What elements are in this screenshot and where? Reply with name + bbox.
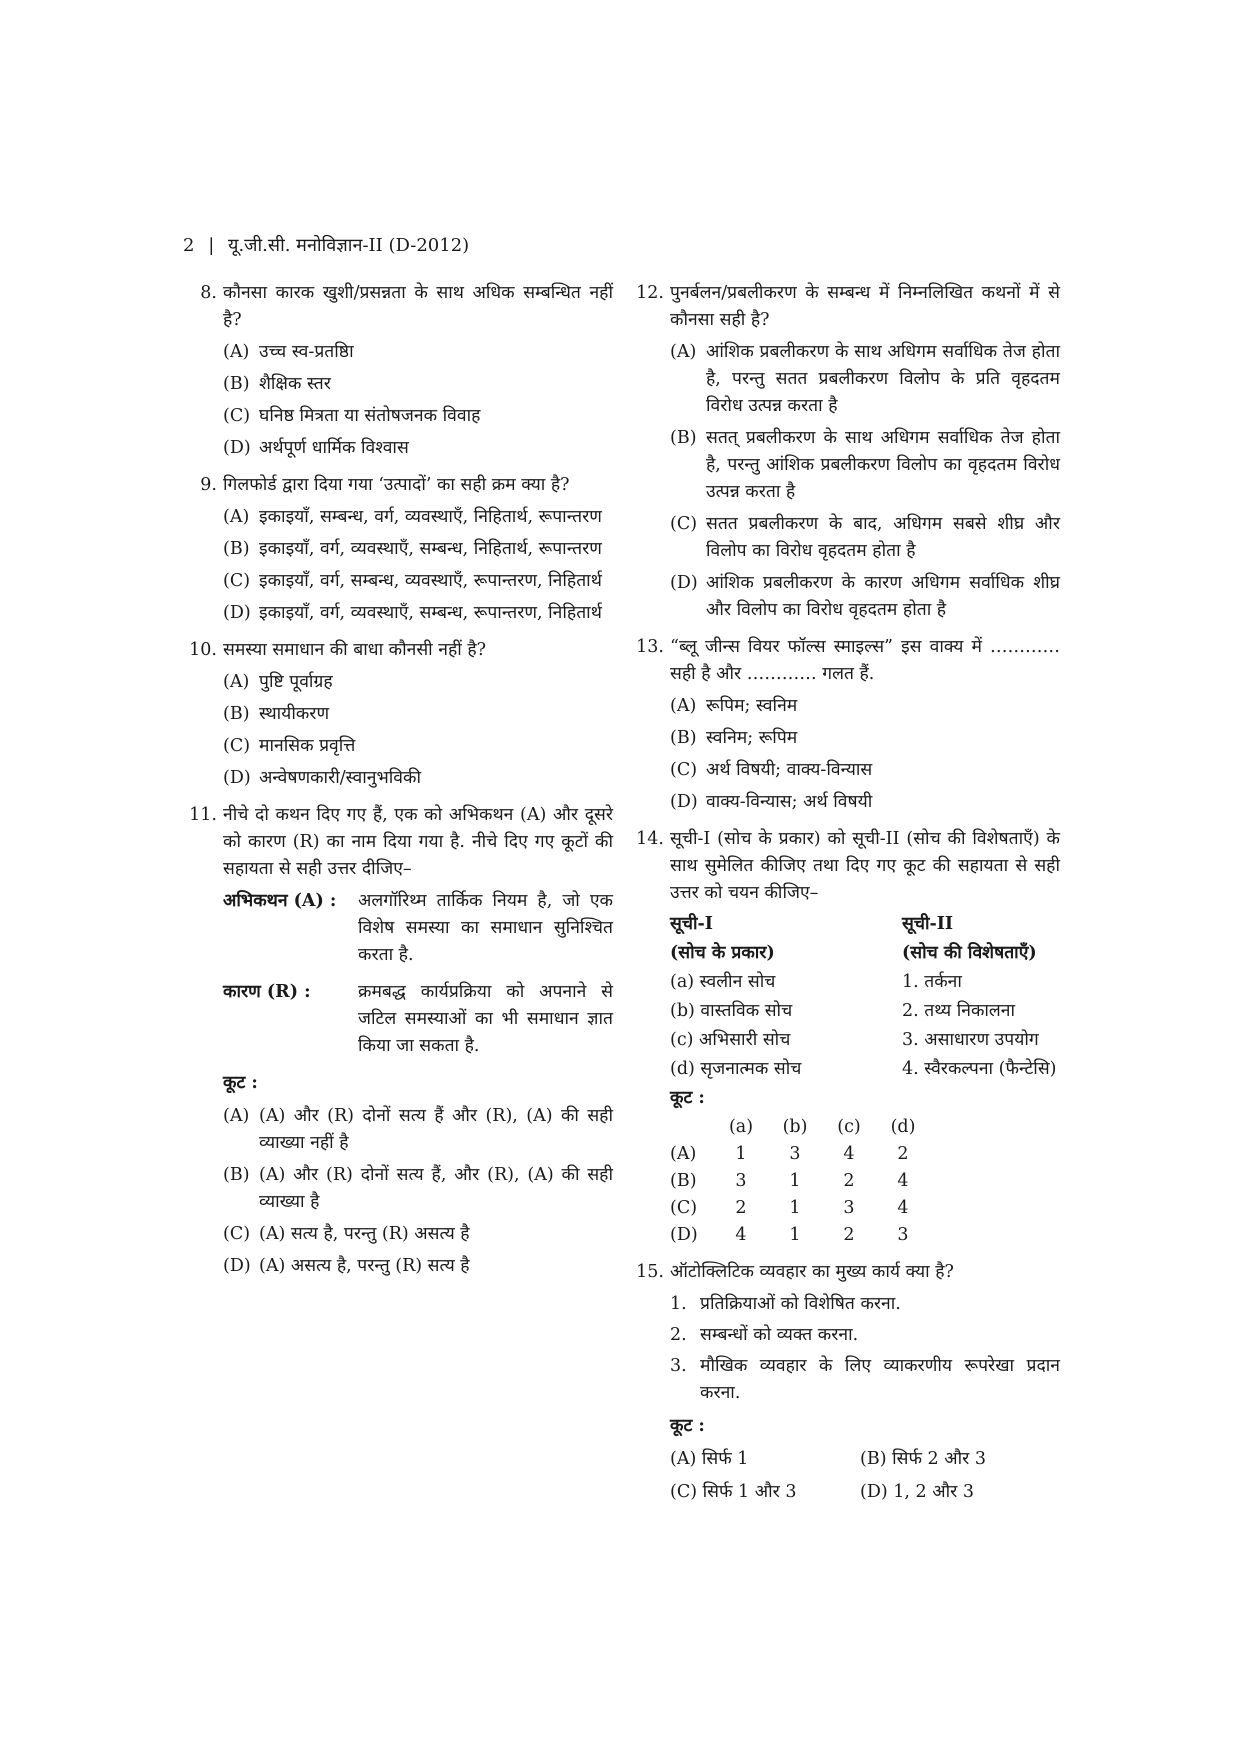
question-number: 11. (189, 805, 217, 825)
option-d: (D) अन्वेषणकारी/स्वानुभविकी (223, 768, 421, 788)
header-separator: | (208, 235, 215, 256)
left-column (183, 280, 613, 1290)
codes-label: कूट : (223, 1073, 258, 1093)
code-header: (d) (890, 1117, 916, 1137)
option-a: (A) आंशिक प्रबलीकरण के साथ अधिगम सर्वाधिक तेज होता है, परन्तु सतत प्रबलीकरण विलोप के प्रति वृहदतम विरोध उत्पन्न करता है (670, 342, 1060, 416)
list1-item: (a) स्वलीन सोच (670, 972, 776, 992)
question-15 (630, 1259, 1060, 1506)
question-number: 9. (200, 475, 217, 495)
option-d: (D) अर्थपूर्ण धार्मिक विश्वास (223, 438, 409, 458)
option-a: (A) रूपिम; स्वनिम (670, 696, 798, 716)
code-cell: 3 (789, 1144, 801, 1164)
code-cell: 3 (735, 1171, 747, 1191)
question-text: समस्या समाधान की बाधा कौनसी नहीं है? (223, 640, 487, 660)
reason-label: कारण (R) : (223, 982, 311, 1002)
code-cell: 2 (897, 1144, 909, 1164)
question-text: नीचे दो कथन दिए गए हैं, एक को अभिकथन (A) और दूसरे को कारण (R) का नाम दिया गया है. नीचे दिए गए कूटों की सहायता से सही उत्तर दीजिए– (223, 805, 613, 879)
code-cell: 2 (735, 1198, 747, 1218)
question-11 (183, 802, 613, 1280)
code-row-label: (B) (670, 1171, 697, 1191)
question-10 (183, 637, 613, 792)
option-c: (C) मानसिक प्रवृत्ति (223, 736, 356, 756)
list1-item: (b) वास्तविक सोच (670, 1001, 793, 1021)
option-d: (D) आंशिक प्रबलीकरण के कारण अधिगम सर्वाधिक शीघ्र और विलोप का विरोध वृहदतम होता है (670, 573, 1060, 620)
question-number: 8. (200, 283, 217, 303)
option-a: (A) इकाइयाँ, सम्बन्ध, वर्ग, व्यवस्थाएँ, निहितार्थ, रूपान्तरण (223, 507, 602, 527)
list2-item: 2. तथ्य निकालना (902, 1001, 1016, 1021)
options-grid (670, 1446, 1060, 1506)
option-d: (D) (A) असत्य है, परन्तु (R) सत्य है (223, 1256, 470, 1276)
statement-3: 3. मौखिक व्यवहार के लिए व्याकरणीय रूपरेखा प्रदान करना. (670, 1356, 1060, 1403)
code-header: (b) (782, 1117, 808, 1137)
list2-item: 3. असाधारण उपयोग (902, 1030, 1039, 1050)
question-13 (630, 634, 1060, 816)
code-cell: 4 (897, 1171, 909, 1191)
statement-2: 2. सम्बन्धों को व्यक्त करना. (670, 1325, 859, 1345)
code-cell: 1 (789, 1171, 801, 1191)
codes-table (670, 1114, 1060, 1249)
code-header: (a) (728, 1117, 754, 1137)
question-text: सूची-I (सोच के प्रकार) को सूची-II (सोच की विशेषताएँ) के साथ सुमेलित कीजिए तथा दिए गए कूट की सहायता से सही उत्तर को चयन कीजिए– (670, 829, 1060, 903)
list2-subtitle: (सोच की विशेषताएँ) (902, 943, 1037, 963)
question-number: 12. (636, 283, 664, 303)
codes-label: कूट : (670, 1088, 705, 1108)
code-row-label: (A) (670, 1144, 697, 1164)
code-cell: 2 (843, 1171, 855, 1191)
right-column (630, 280, 1060, 1516)
option-a: (A) सिर्फ 1 (670, 1449, 749, 1469)
list1-title: सूची-I (670, 914, 713, 934)
assertion (223, 888, 613, 969)
list2-item: 1. तर्कना (902, 972, 962, 992)
option-b: (B) सिर्फ 2 और 3 (860, 1449, 986, 1469)
question-14 (630, 826, 1060, 1249)
code-header: (c) (837, 1117, 861, 1137)
question-number: 10. (189, 640, 217, 660)
code-cell: 4 (735, 1225, 747, 1245)
question-number: 15. (636, 1262, 664, 1282)
option-a: (A) (A) और (R) दोनों सत्य हैं और (R), (A) की सही व्याख्या नहीं है (223, 1106, 613, 1153)
option-a: (A) पुष्टि पूर्वाग्रह (223, 672, 333, 692)
question-12 (630, 280, 1060, 624)
list2-title: सूची-II (902, 914, 954, 934)
assertion-label: अभिकथन (A) : (223, 891, 337, 911)
page-header (183, 232, 469, 259)
question-number: 13. (636, 637, 664, 657)
option-a: (A) उच्च स्व-प्रतष्ठिा (223, 342, 354, 362)
option-c: (C) (A) सत्य है, परन्तु (R) असत्य है (223, 1224, 470, 1244)
option-c: (C) घनिष्ठ मित्रता या संतोषजनक विवाह (223, 406, 481, 426)
match-lists (670, 911, 1060, 1083)
codes-label: कूट : (670, 1416, 705, 1436)
option-c: (C) सिर्फ 1 और 3 (670, 1482, 797, 1502)
option-c: (C) सतत प्रबलीकरण के बाद, अधिगम सबसे शीघ्र और विलोप का विरोध वृहदतम होता है (670, 514, 1060, 561)
question-text: गिलफोर्ड द्वारा दिया गया ‘उत्पादों’ का सही क्रम क्या है? (223, 475, 570, 495)
code-cell: 2 (843, 1225, 855, 1245)
list1-subtitle: (सोच के प्रकार) (670, 943, 775, 963)
question-text: “ब्लू जीन्स वियर फॉल्स स्माइल्स” इस वाक्य में ………… सही है और ………… गलत हैं. (670, 637, 1060, 684)
question-9 (183, 472, 613, 627)
code-cell: 1 (789, 1225, 801, 1245)
paper-title: यू.जी.सी. मनोविज्ञान-II (D-2012) (228, 235, 470, 256)
code-cell: 4 (843, 1144, 855, 1164)
code-cell: 1 (789, 1198, 801, 1218)
option-d: (D) 1, 2 और 3 (860, 1482, 974, 1502)
code-cell: 4 (897, 1198, 909, 1218)
code-cell: 3 (843, 1198, 855, 1218)
assertion-text: अलगॉरिथ्म तार्किक नियम है, जो एक विशेष समस्या का समाधान सुनिश्चित करता है. (358, 891, 613, 965)
option-d: (D) इकाइयाँ, वर्ग, व्यवस्थाएँ, सम्बन्ध, रूपान्तरण, निहितार्थ (223, 603, 602, 623)
statement-1: 1. प्रतिक्रियाओं को विशेषित करना. (670, 1294, 901, 1314)
option-b: (B) स्वनिम; रूपिम (670, 728, 798, 748)
code-cell: 3 (897, 1225, 909, 1245)
option-b: (B) शैक्षिक स्तर (223, 374, 331, 394)
option-b: (B) इकाइयाँ, वर्ग, व्यवस्थाएँ, सम्बन्ध, निहितार्थ, रूपान्तरण (223, 539, 602, 559)
reason (223, 979, 613, 1060)
option-c: (C) इकाइयाँ, वर्ग, सम्बन्ध, व्यवस्थाएँ, रूपान्तरण, निहितार्थ (223, 571, 602, 591)
question-text: ऑटोक्लिटिक व्यवहार का मुख्य कार्य क्या है? (670, 1262, 954, 1282)
option-b: (B) (A) और (R) दोनों सत्य हैं, और (R), (A) की सही व्याख्या है (223, 1165, 613, 1212)
option-b: (B) स्थायीकरण (223, 704, 330, 724)
list1-item: (c) अभिसारी सोच (670, 1030, 791, 1050)
reason-text: क्रमबद्ध कार्यप्रक्रिया को अपनाने से जटिल समस्याओं का भी समाधान ज्ञात किया जा सकता है. (358, 982, 613, 1056)
list1-item: (d) सृजनात्मक सोच (670, 1059, 802, 1079)
option-d: (D) वाक्य-विन्यास; अर्थ विषयी (670, 792, 873, 812)
question-text: कौनसा कारक खुशी/प्रसन्नता के साथ अधिक सम्बन्धित नहीं है? (223, 283, 613, 330)
question-8 (183, 280, 613, 462)
list2-item: 4. स्वैरकल्पना (फैन्टेसि) (902, 1059, 1057, 1079)
option-b: (B) सतत् प्रबलीकरण के साथ अधिगम सर्वाधिक तेज होता है, परन्तु आंशिक प्रबलीकरण विलोप का वृहदतम विरोध उत्पन्न करता है (670, 428, 1060, 502)
question-number: 14. (636, 829, 664, 849)
option-c: (C) अर्थ विषयी; वाक्य-विन्यास (670, 760, 873, 780)
code-row-label: (C) (670, 1198, 698, 1218)
code-row-label: (D) (670, 1225, 698, 1245)
code-cell: 1 (735, 1144, 747, 1164)
page-number: 2 (183, 235, 195, 256)
question-text: पुनर्बलन/प्रबलीकरण के सम्बन्ध में निम्नलिखित कथनों में से कौनसा सही है? (670, 283, 1060, 330)
